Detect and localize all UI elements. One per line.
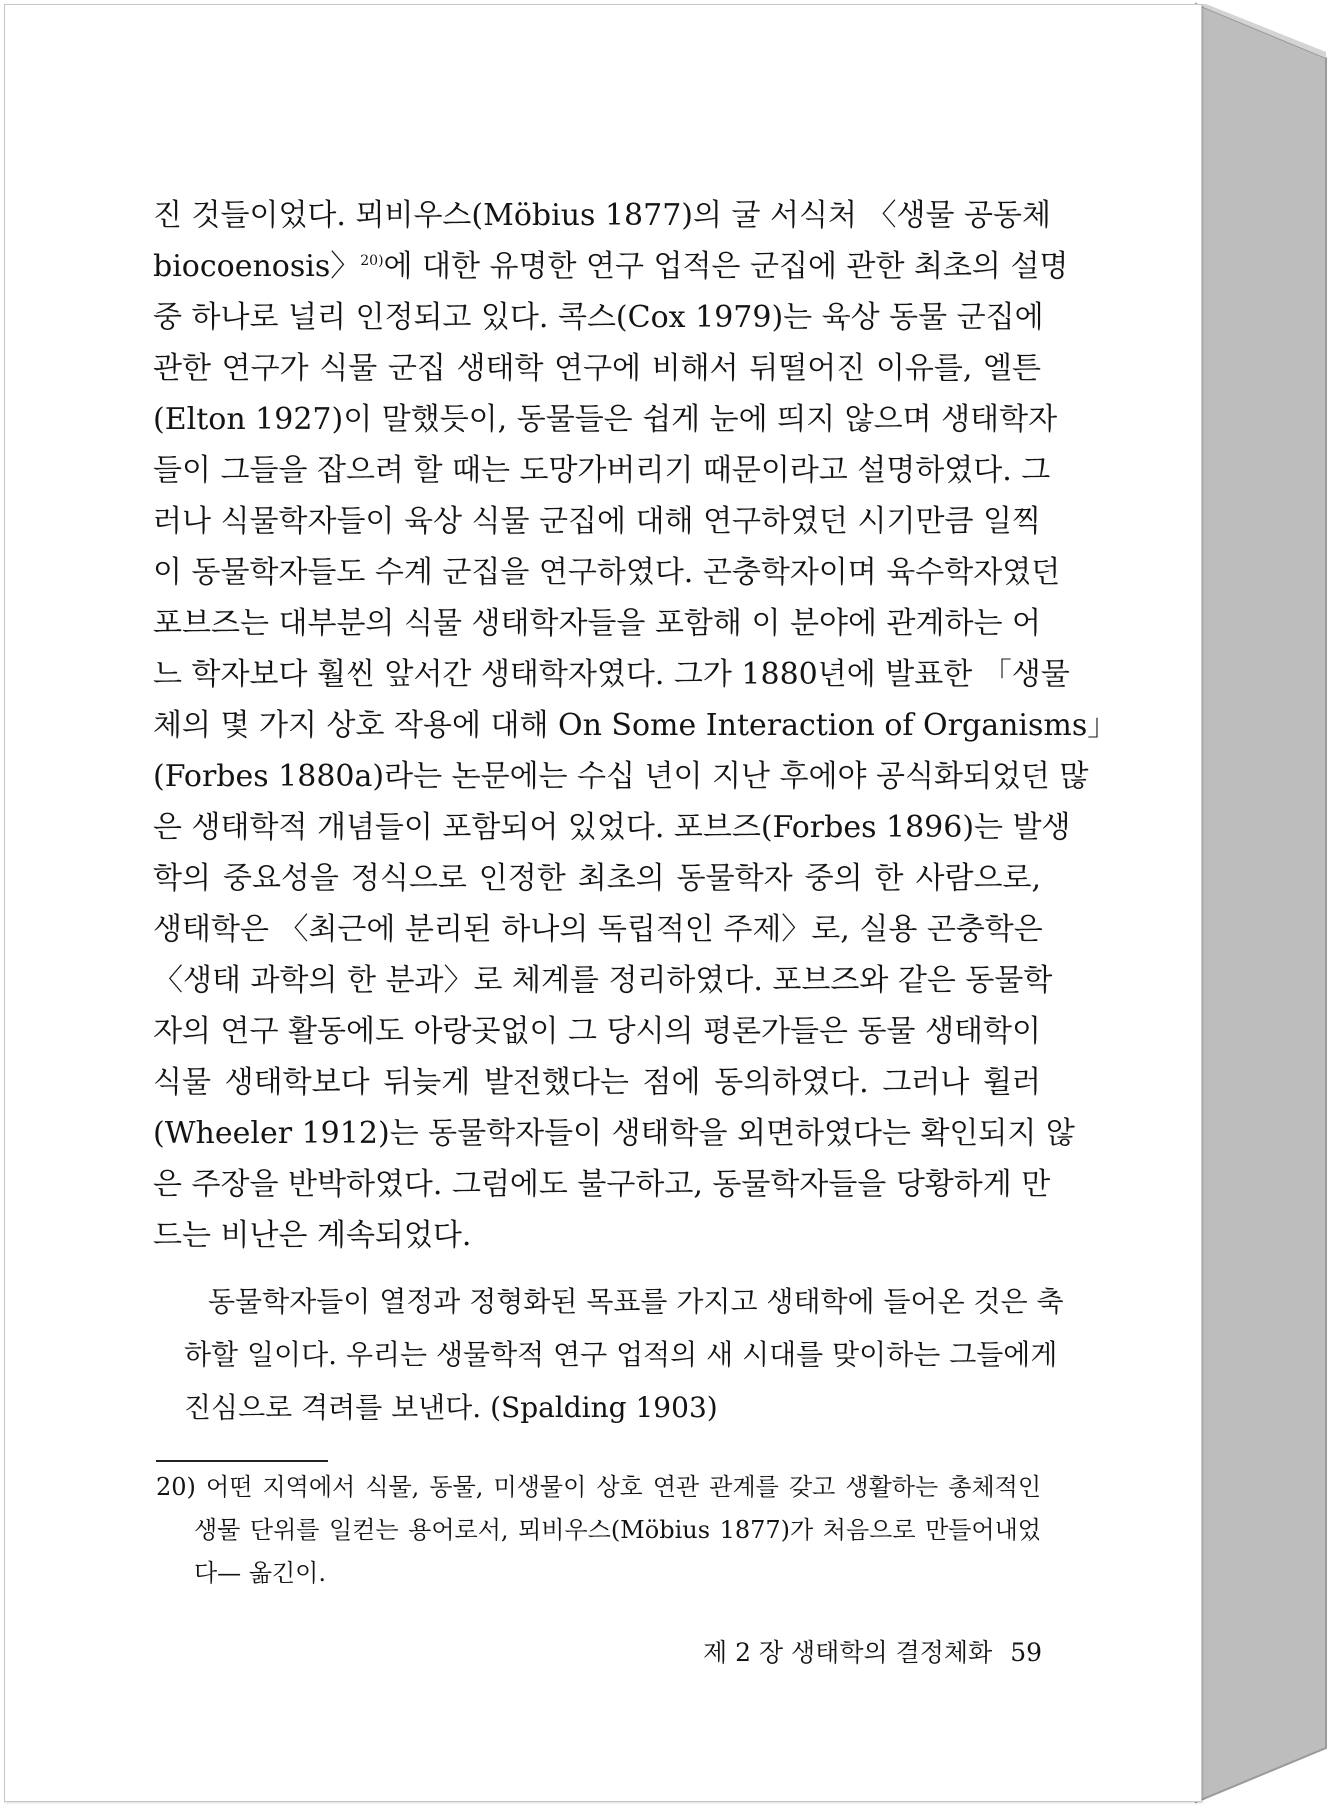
quote-line: 동물학자들이 열정과 정형화된 목표를 가지고 생태학에 들어온 것은 축 [208,1285,1064,1318]
quote-line: 진심으로 격려를 보낸다. (Spalding 1903) [184,1391,718,1424]
body-line-start: biocoenosis〉 [153,249,361,284]
body-line: 들이 그들을 잡으려 할 때는 도망가버리기 때문이라고 설명하였다. 그 [153,453,1051,488]
running-footer [700,1635,1042,1671]
body-line: 포브즈는 대부분의 식물 생태학자들을 포함해 이 분야에 관계하는 어 [153,606,1041,641]
body-line: 〈생태 과학의 한 분과〉로 체계를 정리하였다. 포브즈와 같은 동물학 [153,963,1053,998]
body-line: 체의 몇 가지 상호 작용에 대해 On Some Interaction of Organisms」 [153,708,1118,743]
body-line: 러나 식물학자들이 육상 식물 군집에 대해 연구하였던 시기만큼 일찍 [153,504,1041,539]
block-quote [184,1275,1064,1434]
footnote-line: 20) 어떤 지역에서 식물, 동물, 미생물이 상호 연관 관계를 갖고 생활하는 총체적인 [156,1473,1041,1501]
body-line: 생태학은 〈최근에 분리된 하나의 독립적인 주제〉로, 실용 곤충학은 [153,912,1043,947]
body-line: 진 것들이었다. 뫼비우스(Möbius 1877)의 굴 서식처 〈생물 공동체 [153,198,1051,233]
body-line: 느 학자보다 훨씬 앞서간 생태학자였다. 그가 1880년에 발표한 「생물 [153,657,1070,692]
body-line: 관한 연구가 식물 군집 생태학 연구에 비해서 뒤떨어진 이유를, 엘튼 [153,351,1041,386]
body-line: 자의 연구 활동에도 아랑곳없이 그 당시의 평론가들은 동물 생태학이 [153,1014,1041,1049]
footnote-line: 생물 단위를 일컫는 용어로서, 뫼비우스(Möbius 1877)가 처음으로 만들어내었 [194,1516,1041,1544]
chapter-title: 제 2 장 생태학의 결정체화 [702,1638,993,1667]
body-line [153,241,1069,292]
body-line: 식물 생태학보다 뒤늦게 발전했다는 점에 동의하였다. 그러나 휠러 [153,1065,1041,1100]
page-number: 59 [1010,1638,1042,1667]
body-line: (Forbes 1880a)라는 논문에는 수십 년이 지난 후에야 공식화되었던 많 [153,759,1089,794]
body-line-rest: 에 대한 유명한 연구 업적은 군집에 관한 최초의 설명 [383,249,1069,284]
body-line: (Elton 1927)이 말했듯이, 동물들은 쉽게 눈에 띄지 않으며 생태학자 [153,402,1058,437]
quote-line: 하할 일이다. 우리는 생물학적 연구 업적의 새 시대를 맞이하는 그들에게 [184,1338,1058,1371]
footnote-divider [156,1460,328,1462]
body-line: (Wheeler 1912)는 동물학자들이 생태학을 외면하였다는 확인되지 않 [153,1116,1075,1151]
body-line: 은 주장을 반박하였다. 그럼에도 불구하고, 동물학자들을 당황하게 만 [153,1167,1051,1202]
body-line: 학의 중요성을 정식으로 인정한 최초의 동물학자 중의 한 사람으로, [153,861,1041,896]
footnote-line: 다— 옮긴이. [194,1559,326,1587]
body-line: 은 생태학적 개념들이 포함되어 있었다. 포브즈(Forbes 1896)는 발생 [153,810,1071,845]
body-line: 중 하나로 널리 인정되고 있다. 콕스(Cox 1979)는 육상 동물 군집에 [153,300,1044,335]
body-text [153,190,1118,1261]
body-line: 드는 비난은 계속되었다. [153,1218,472,1253]
footnote-reference: 20) [360,253,384,269]
body-line: 이 동물학자들도 수계 군집을 연구하였다. 곤충학자이며 육수학자였던 [153,555,1061,590]
footnote [156,1466,1041,1595]
